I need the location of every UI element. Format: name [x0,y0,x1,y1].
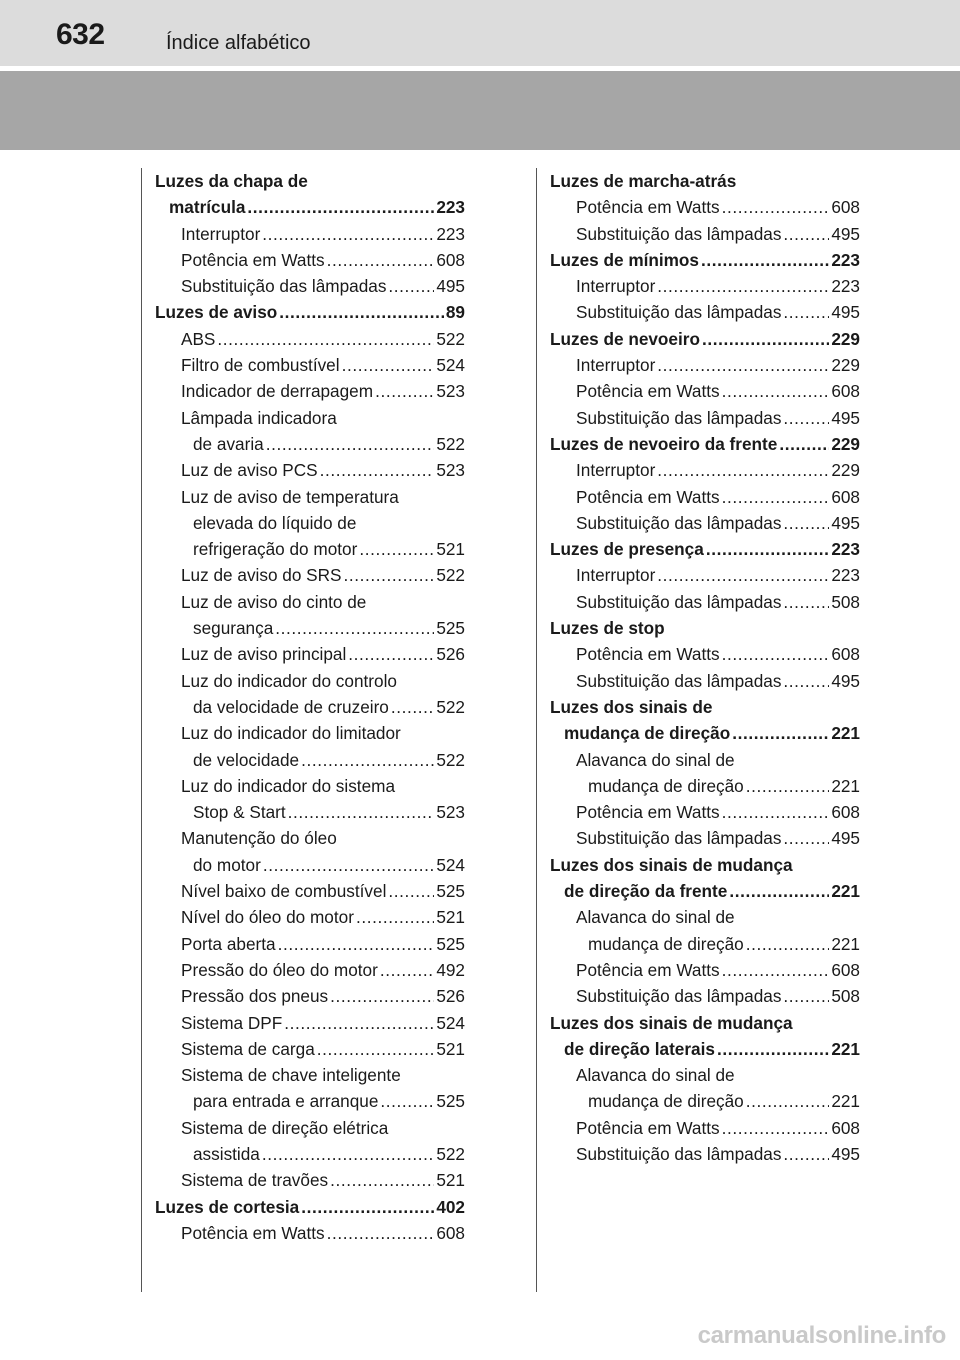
dot-leader [263,852,434,878]
entry-label: Luzes dos sinais de mudança [550,1012,793,1033]
index-entry [155,221,465,247]
dot-leader [783,983,829,1009]
entry-label: Sistema de carga [181,1038,315,1059]
entry-label: Potência em Watts [181,249,325,270]
index-entry [550,799,860,825]
entry-label: Substituição das lâmpadas [576,591,782,612]
entry-label: Substituição das lâmpadas [576,986,782,1007]
entry-label: Potência em Watts [576,486,720,507]
entry-page-number: 89 [445,302,465,323]
entry-page-number: 523 [436,460,465,481]
index-entry [155,668,465,694]
entry-label: Interruptor [576,276,656,297]
dot-leader [380,957,434,983]
entry-label: Luzes de cortesia [155,1196,300,1217]
entry-label: Luz de aviso PCS [181,460,318,481]
entry-label: mudança de direção [588,1091,744,1112]
entry-label: Luzes de nevoeiro [550,328,700,349]
entry-page-number: 495 [831,828,860,849]
index-entry [550,1115,860,1141]
dot-leader [327,1220,435,1246]
index-entry [155,378,465,404]
entry-page-number: 495 [831,1143,860,1164]
index-entry [155,352,465,378]
entry-page-number: 524 [436,355,465,376]
index-entry [155,931,465,957]
entry-page-number: 229 [831,433,860,454]
entry-label: Alavanca do sinal de [576,907,735,928]
index-entry [155,904,465,930]
dot-leader [722,378,830,404]
entry-label: de velocidade [193,749,300,770]
entry-page-number: 495 [831,670,860,691]
index-entry [155,1167,465,1193]
dot-leader [746,1088,830,1114]
entry-label: segurança [193,618,274,639]
dot-leader [657,457,829,483]
dot-leader [783,510,829,536]
entry-label: Luz do indicador do sistema [181,775,396,796]
dot-leader [262,221,434,247]
entry-label: Luz do indicador do limitador [181,723,401,744]
entry-label: Luzes de mínimos [550,249,699,270]
index-column-left [155,168,465,1246]
entry-label: assistida [193,1143,260,1164]
entry-page-number: 495 [831,512,860,533]
index-entry [550,904,860,930]
dot-leader [288,799,435,825]
entry-label: para entrada e arranque [193,1091,379,1112]
entry-page-number: 495 [831,407,860,428]
index-entry [155,1088,465,1114]
index-entry [155,484,465,510]
entry-page-number: 523 [436,802,465,823]
index-entry [155,641,465,667]
index-entry [155,536,465,562]
index-entry [550,562,860,588]
entry-page-number: 521 [436,1170,465,1191]
entry-page-number: 522 [436,749,465,770]
dot-leader [317,1036,435,1062]
entry-label: Porta aberta [181,933,276,954]
entry-label: Luzes da chapa de [155,171,308,191]
entry-page-number: 524 [436,854,465,875]
entry-page-number: 221 [831,933,860,954]
entry-page-number: 608 [436,1222,465,1243]
dot-leader [783,589,829,615]
entry-label: Potência em Watts [576,197,720,218]
dot-leader [342,352,435,378]
index-entry [155,510,465,536]
entry-page-number: 608 [831,959,860,980]
index-heading [550,615,860,641]
entry-label: Interruptor [576,565,656,586]
entry-page-number: 229 [831,460,860,481]
entry-label: Lâmpada indicadora [181,407,337,428]
index-entry [550,668,860,694]
index-entry [550,405,860,431]
dot-leader [722,641,830,667]
dot-leader [279,299,444,325]
entry-label: Luz de aviso do cinto de [181,591,367,612]
dot-leader [217,326,434,352]
entry-label: matrícula [169,197,246,218]
entry-page-number: 492 [436,959,465,980]
index-heading [155,299,465,325]
entry-page-number: 221 [831,723,860,744]
entry-label: Potência em Watts [576,644,720,665]
dot-leader [275,615,434,641]
index-column-right [550,168,860,1167]
entry-label: Substituição das lâmpadas [576,828,782,849]
dot-leader [391,694,434,720]
dot-leader [278,931,435,957]
entry-label: Stop & Start [193,802,286,823]
entry-page-number: 223 [436,223,465,244]
dot-leader [330,983,434,1009]
entry-page-number: 221 [831,1038,860,1059]
index-entry [155,405,465,431]
entry-label: de direção da frente [564,881,728,902]
index-entry [155,773,465,799]
index-entry [550,352,860,378]
entry-page-number: 521 [436,907,465,928]
dot-leader [657,352,829,378]
dot-leader [702,326,829,352]
index-entry [155,825,465,851]
dot-leader [783,405,829,431]
index-heading [550,536,860,562]
index-entry [550,1141,860,1167]
index-entry [550,747,860,773]
index-entry [155,273,465,299]
index-entry [155,878,465,904]
index-entry [155,562,465,588]
entry-label: Alavanca do sinal de [576,1065,735,1086]
dot-leader [722,799,830,825]
entry-label: Luzes de aviso [155,302,278,323]
entry-label: Sistema DPF [181,1012,283,1033]
entry-page-number: 221 [831,775,860,796]
index-heading [550,852,860,878]
index-entry [550,1062,860,1088]
dot-leader [348,641,434,667]
index-entry [155,720,465,746]
entry-label: Luzes de marcha-atrás [550,171,737,191]
entry-page-number: 223 [831,249,860,270]
entry-label: Interruptor [576,460,656,481]
entry-label: refrigeração do motor [193,539,358,560]
entry-page-number: 526 [436,986,465,1007]
page-number: 632 [56,18,105,51]
entry-page-number: 525 [436,618,465,639]
entry-label: Luz do indicador do controlo [181,670,397,691]
entry-page-number: 522 [436,1143,465,1164]
index-entry [155,1010,465,1036]
dot-leader [783,668,829,694]
entry-page-number: 525 [436,881,465,902]
entry-label: Luz de aviso de temperatura [181,486,399,507]
entry-page-number: 522 [436,565,465,586]
entry-label: Luz de aviso do SRS [181,565,342,586]
index-entry [550,1088,860,1114]
entry-label: mudança de direção [588,933,744,954]
dot-leader [247,194,434,220]
dot-leader [262,1141,434,1167]
entry-page-number: 524 [436,1012,465,1033]
index-heading [155,194,465,220]
entry-page-number: 608 [831,1117,860,1138]
entry-label: Substituição das lâmpadas [576,670,782,691]
entry-label: ABS [181,328,216,349]
watermark: carmanualsonline.info [697,1322,946,1349]
dot-leader [284,1010,434,1036]
index-entry [155,615,465,641]
dot-leader [330,1167,434,1193]
index-entry [550,457,860,483]
index-entry [155,247,465,273]
entry-page-number: 495 [831,223,860,244]
dot-leader [746,931,830,957]
index-entry [550,931,860,957]
entry-page-number: 508 [831,986,860,1007]
entry-page-number: 522 [436,433,465,454]
index-entry [550,221,860,247]
left-column-rule [141,168,142,1292]
index-entry [550,510,860,536]
index-heading [550,326,860,352]
dot-leader [380,1088,434,1114]
entry-page-number: 223 [831,565,860,586]
entry-label: Potência em Watts [576,959,720,980]
index-entry [550,825,860,851]
entry-label: Nível do óleo do motor [181,907,354,928]
entry-label: de avaria [193,433,264,454]
entry-label: mudança de direção [564,723,731,744]
entry-page-number: 608 [831,644,860,665]
index-entry [155,1062,465,1088]
index-entry [550,378,860,404]
index-heading [550,878,860,904]
index-entry [155,431,465,457]
entry-label: Substituição das lâmpadas [576,1143,782,1164]
index-entry [550,299,860,325]
dot-leader [783,221,829,247]
entry-page-number: 221 [831,1091,860,1112]
entry-label: Substituição das lâmpadas [576,512,782,533]
dot-leader [722,194,830,220]
entry-label: Sistema de direção elétrica [181,1117,389,1138]
index-heading [550,168,860,194]
entry-page-number: 521 [436,539,465,560]
index-heading [550,247,860,273]
entry-label: Sistema de chave inteligente [181,1065,401,1086]
entry-page-number: 402 [436,1196,465,1217]
entry-label: Luzes dos sinais de mudança [550,854,793,875]
entry-page-number: 608 [831,197,860,218]
entry-label: elevada do líquido de [193,512,357,533]
entry-page-number: 522 [436,328,465,349]
entry-label: Substituição das lâmpadas [576,302,782,323]
index-entry [550,273,860,299]
entry-label: Indicador de derrapagem [181,381,374,402]
entry-page-number: 223 [831,276,860,297]
index-entry [155,457,465,483]
entry-label: Sistema de travões [181,1170,329,1191]
dot-leader [732,720,829,746]
dot-leader [717,1036,829,1062]
dot-leader [722,484,830,510]
index-entry [155,1115,465,1141]
entry-page-number: 223 [436,197,465,218]
entry-page-number: 221 [831,881,860,902]
entry-label: mudança de direção [588,775,744,796]
index-entry [550,589,860,615]
index-entry [550,484,860,510]
entry-page-number: 495 [831,302,860,323]
index-entry [155,694,465,720]
entry-page-number: 523 [436,381,465,402]
index-entry [155,747,465,773]
entry-page-number: 525 [436,1091,465,1112]
dot-leader [266,431,435,457]
entry-label: Luzes de nevoeiro da frente [550,433,778,454]
dot-leader [746,773,830,799]
index-entry [155,957,465,983]
entry-label: Potência em Watts [576,802,720,823]
dot-leader [722,957,830,983]
right-column-rule [536,168,537,1292]
dot-leader [657,562,829,588]
entry-label: da velocidade de cruzeiro [193,696,389,717]
index-entry [155,589,465,615]
section-title: Índice alfabético [166,32,311,54]
header-band [0,71,960,150]
index-heading [550,1036,860,1062]
entry-label: Interruptor [576,355,656,376]
dot-leader [783,299,829,325]
index-entry [155,852,465,878]
index-entry [550,641,860,667]
entry-label: Nível baixo de combustível [181,881,387,902]
dot-leader [344,562,435,588]
index-entry [155,1220,465,1246]
index-entry [155,1036,465,1062]
entry-page-number: 495 [436,276,465,297]
index-heading [550,1010,860,1036]
dot-leader [701,247,829,273]
entry-page-number: 608 [436,249,465,270]
dot-leader [301,747,434,773]
entry-label: Luz de aviso principal [181,644,347,665]
index-heading [155,1194,465,1220]
dot-leader [388,878,434,904]
entry-label: Substituição das lâmpadas [576,223,782,244]
entry-page-number: 608 [831,802,860,823]
dot-leader [657,273,829,299]
entry-label: do motor [193,854,261,875]
dot-leader [783,825,829,851]
entry-page-number: 526 [436,644,465,665]
dot-leader [301,1194,434,1220]
entry-label: de direção laterais [564,1038,715,1059]
dot-leader [706,536,830,562]
entry-label: Potência em Watts [576,1117,720,1138]
entry-label: Potência em Watts [181,1222,325,1243]
entry-label: Luzes dos sinais de [550,696,713,717]
index-entry [155,1141,465,1167]
index-heading [550,720,860,746]
dot-leader [388,273,434,299]
index-entry [155,326,465,352]
entry-label: Luzes de presença [550,539,704,560]
entry-label: Pressão do óleo do motor [181,959,378,980]
entry-page-number: 608 [831,486,860,507]
entry-page-number: 229 [831,328,860,349]
index-entry [550,773,860,799]
entry-label: Potência em Watts [576,381,720,402]
dot-leader [375,378,434,404]
dot-leader [722,1115,830,1141]
dot-leader [779,431,829,457]
dot-leader [327,247,435,273]
entry-page-number: 508 [831,591,860,612]
entry-page-number: 521 [436,1038,465,1059]
entry-label: Substituição das lâmpadas [181,276,387,297]
index-heading [550,431,860,457]
entry-label: Pressão dos pneus [181,986,329,1007]
dot-leader [320,457,435,483]
entry-page-number: 229 [831,355,860,376]
entry-label: Filtro de combustível [181,355,340,376]
index-heading [550,694,860,720]
entry-label: Interruptor [181,223,261,244]
entry-page-number: 608 [831,381,860,402]
entry-label: Substituição das lâmpadas [576,407,782,428]
header-bar [0,0,960,66]
entry-label: Manutenção do óleo [181,828,337,849]
dot-leader [359,536,434,562]
index-entry [155,983,465,1009]
entry-label: Alavanca do sinal de [576,749,735,770]
index-entry [550,957,860,983]
index-entry [550,194,860,220]
index-heading [155,168,465,194]
dot-leader [783,1141,829,1167]
dot-leader [729,878,829,904]
dot-leader [356,904,434,930]
entry-page-number: 223 [831,539,860,560]
index-entry [155,799,465,825]
entry-page-number: 525 [436,933,465,954]
entry-page-number: 522 [436,696,465,717]
index-entry [550,983,860,1009]
entry-label: Luzes de stop [550,618,665,639]
